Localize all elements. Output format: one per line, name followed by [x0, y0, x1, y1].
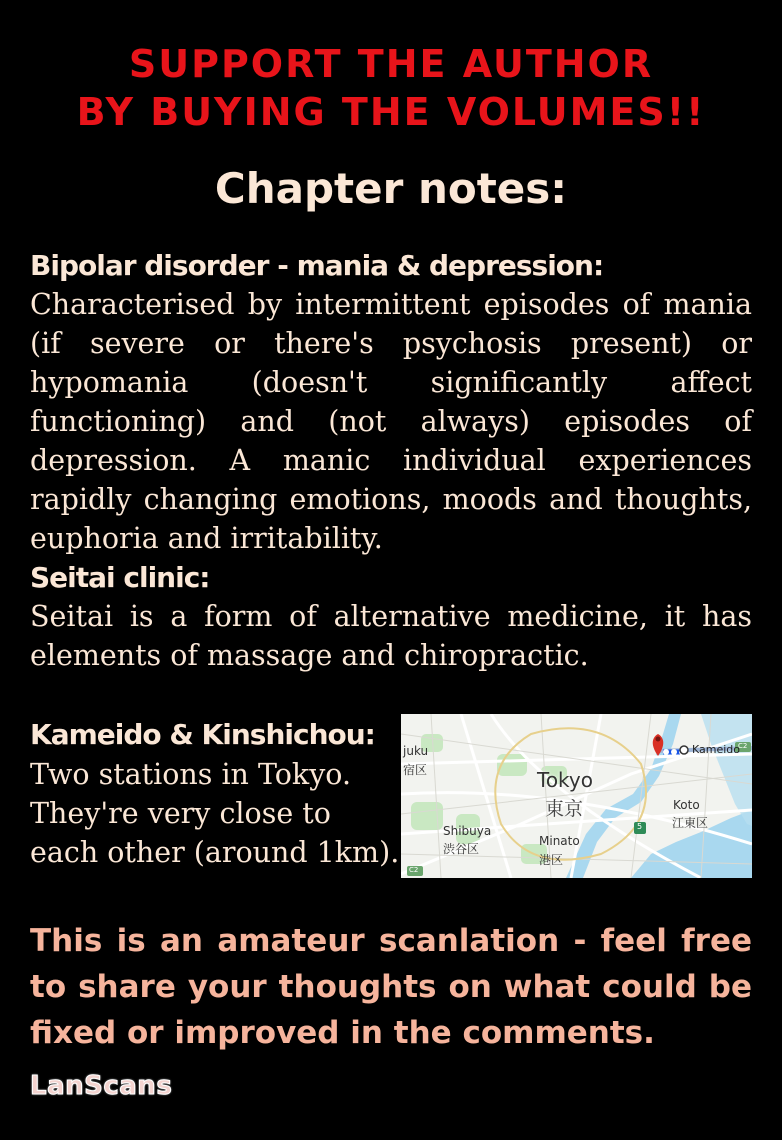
section-body-kameido	[30, 755, 400, 872]
group-logo: LanScans	[30, 1071, 173, 1101]
map-route-c2-right: C2	[738, 742, 748, 750]
banner-line-1: SUPPORT THE AUTHOR	[128, 42, 654, 86]
map-label-koto: Koto	[673, 798, 700, 812]
map-label-koto-jp: 江東区	[672, 816, 709, 830]
tokyo-map	[401, 714, 752, 878]
section-heading-bipolar: Bipolar disorder - mania & depression:	[30, 249, 604, 282]
map-route-5: 5	[637, 822, 643, 831]
support-banner	[0, 40, 782, 136]
map-label-tokyo-jp: 東京	[545, 798, 584, 820]
map-label-juku: juku	[403, 744, 429, 758]
kameido-line-1: Two stations in Tokyo.	[30, 758, 352, 791]
map-label-tokyo: Tokyo	[537, 768, 593, 792]
map-route-c2-left: C2	[409, 866, 419, 874]
page-title: Chapter notes:	[214, 164, 568, 213]
map-label-juku-jp: 宿区	[403, 763, 428, 777]
section-heading-kameido: Kameido & Kinshichou:	[30, 718, 375, 751]
kameido-line-3: each other (around 1km).	[30, 836, 400, 869]
map-label-shibuya-jp: 渋谷区	[443, 842, 480, 856]
scanlation-notice: This is an amateur scanlation - feel free to share your thoughts on what could be fixed or improved in the comments.	[30, 923, 752, 1051]
map-label-kameido: Kameido	[692, 743, 741, 756]
map-label-minato-jp: 港区	[539, 853, 564, 867]
banner-line-2: BY BUYING THE VOLUMES!!	[76, 90, 706, 134]
map-label-minato: Minato	[539, 834, 580, 848]
section-body-seitai: Seitai is a form of alternative medicine, it has elements of massage and chiropractic.	[30, 600, 752, 672]
section-body-bipolar: Characterised by intermittent episodes of mania (if severe or there's psychosis present) or hypomania (doesn't significantly affect functioning) and (not always) episodes of depression. A manic individual experiences rapidly changing emotions, moods and thoughts, euphoria and irritability.	[30, 288, 752, 555]
section-heading-seitai: Seitai clinic:	[30, 561, 210, 594]
map-label-shibuya: Shibuya	[443, 824, 492, 838]
kameido-line-2: They're very close to	[30, 797, 331, 830]
